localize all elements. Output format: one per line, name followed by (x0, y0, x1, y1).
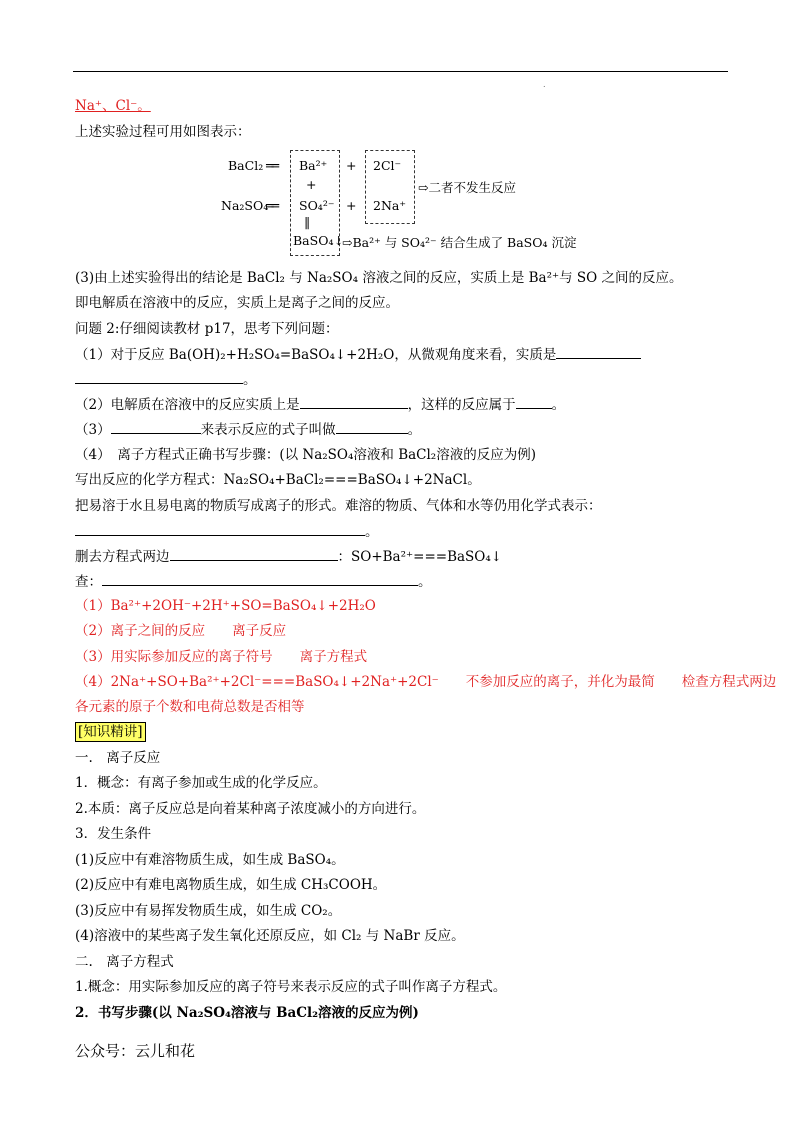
diagram-baso4: BaSO₄↓ (293, 233, 344, 248)
section-1-essence: 2.本质：离子反应总是向着某种离子浓度减小的方向进行。 (75, 801, 426, 817)
knowledge-tag: [知识精讲] (75, 722, 146, 742)
diagram-bacl2: BaCl₂ (228, 158, 264, 173)
diagram-na-ion: 2Na⁺ (373, 198, 406, 213)
header-rule (73, 71, 728, 72)
ions-line: Na⁺、Cl⁻。 (75, 98, 151, 114)
diagram-note-precipitate: ⇨Ba²⁺ 与 SO₄²⁻ 结合生成了 BaSO₄ 沉淀 (342, 235, 577, 250)
question-2-2: （2）电解质在溶液中的反应实质上是 ，这样的反应属于 。 (75, 394, 565, 415)
question-2-4: （4） 离子方程式正确书写步骤：(以 Na₂SO₄溶液和 BaCl₂溶液的反应为例) (75, 447, 536, 463)
blank-1b[interactable] (75, 369, 243, 384)
answer-3: （3）用实际参加反应的离子符号 离子方程式 (75, 649, 368, 665)
section-1-conditions: 3．发生条件 (75, 826, 152, 842)
section-1-title: 一. 离子反应 (75, 750, 161, 766)
condition-1: (1)反应中有难溶物质生成，如生成 BaSO₄。 (75, 852, 345, 868)
blank-3b[interactable] (336, 419, 408, 434)
question-2-title: 问题 2:仔细阅读教材 p17，思考下列问题： (75, 321, 339, 337)
condition-3: (3)反应中有易挥发物质生成，如生成 CO₂。 (75, 903, 342, 919)
question-2-3: （3） 来表示反应的式子叫做 。 (75, 419, 421, 440)
diagram-double-bar: ‖ (304, 214, 311, 229)
question-2-1: （1）对于反应 Ba(OH)₂+H₂SO₄=BaSO₄↓+2H₂O，从微观角度来看，实质是 (75, 344, 641, 365)
footer-account: 公众号：云儿和花 (75, 1042, 196, 1060)
step-check: 查： 。 (75, 571, 432, 592)
step-write-equation: 写出反应的化学方程式：Na₂SO₄+BaCl₂===BaSO₄↓+2NaCl。 (75, 472, 481, 488)
section-2-concept: 1.概念：用实际参加反应的离子符号来表示反应的式子叫作离子方程式。 (75, 979, 507, 995)
conclusion-3: (3)由上述实验得出的结论是 BaCl₂ 与 Na₂SO₄ 溶液之间的反应，实质上是 Ba²⁺与 SO 之间的反应。 (75, 270, 683, 286)
diagram-note-no-reaction: ⇨二者不发生反应 (418, 180, 516, 195)
diagram-plus-inner: + (306, 177, 317, 192)
blank-2a[interactable] (300, 394, 408, 409)
diagram-intro: 上述实验过程可用如图表示： (75, 124, 251, 140)
answer-2: （2）离子之间的反应 离子反应 (75, 623, 287, 639)
section-1-concept: 1．概念：有离子参加或生成的化学反应。 (75, 775, 327, 791)
condition-4: (4)溶液中的某些离子发生氧化还原反应，如 Cl₂ 与 NaBr 反应。 (75, 928, 465, 944)
conclusion-summary: 即电解质在溶液中的反应，实质上是离子之间的反应。 (75, 295, 399, 311)
header-dot: . (543, 80, 546, 89)
blank-2b[interactable] (516, 394, 552, 409)
step-split-ions: 把易溶于水且易电离的物质写成离子的形式。难溶的物质、气体和水等仍用化学式表示： (75, 498, 602, 514)
diagram-plus-bottom: + (346, 198, 357, 213)
answer-4-cont: 各元素的原子个数和电荷总数是否相等 (75, 699, 305, 715)
blank-4c[interactable] (102, 571, 418, 586)
section-2-steps: 2．书写步骤(以 Na₂SO₄溶液与 BaCl₂溶液的反应为例) (75, 1005, 419, 1021)
blank-3a[interactable] (111, 419, 201, 434)
answer-4: （4）2Na⁺+SO+Ba²⁺+2Cl⁻===BaSO₄↓+2Na⁺+2Cl⁻ 不参加反应的离子，并化为最简 检查方程式两边 (75, 674, 777, 690)
blank-4b[interactable] (170, 546, 338, 561)
section-2-title: 二. 离子方程式 (75, 954, 174, 970)
answer-1: （1）Ba²⁺+2OH⁻+2H⁺+SO=BaSO₄↓+2H₂O (75, 598, 376, 614)
step-delete: 删去方程式两边 ：SO+Ba²⁺===BaSO₄↓ (75, 546, 502, 567)
diagram-ba-ion: Ba²⁺ (299, 158, 328, 173)
diagram-na2so4: Na₂SO₄ (221, 198, 269, 213)
diagram-plus-top: + (346, 158, 357, 173)
diagram-so4-ion: SO₄²⁻ (299, 198, 335, 213)
condition-2: (2)反应中有难电离物质生成，如生成 CH₃COOH。 (75, 877, 387, 893)
blank-1a[interactable] (556, 344, 641, 359)
diagram-cl-ion: 2Cl⁻ (373, 158, 402, 173)
blank-4a[interactable] (75, 521, 365, 536)
